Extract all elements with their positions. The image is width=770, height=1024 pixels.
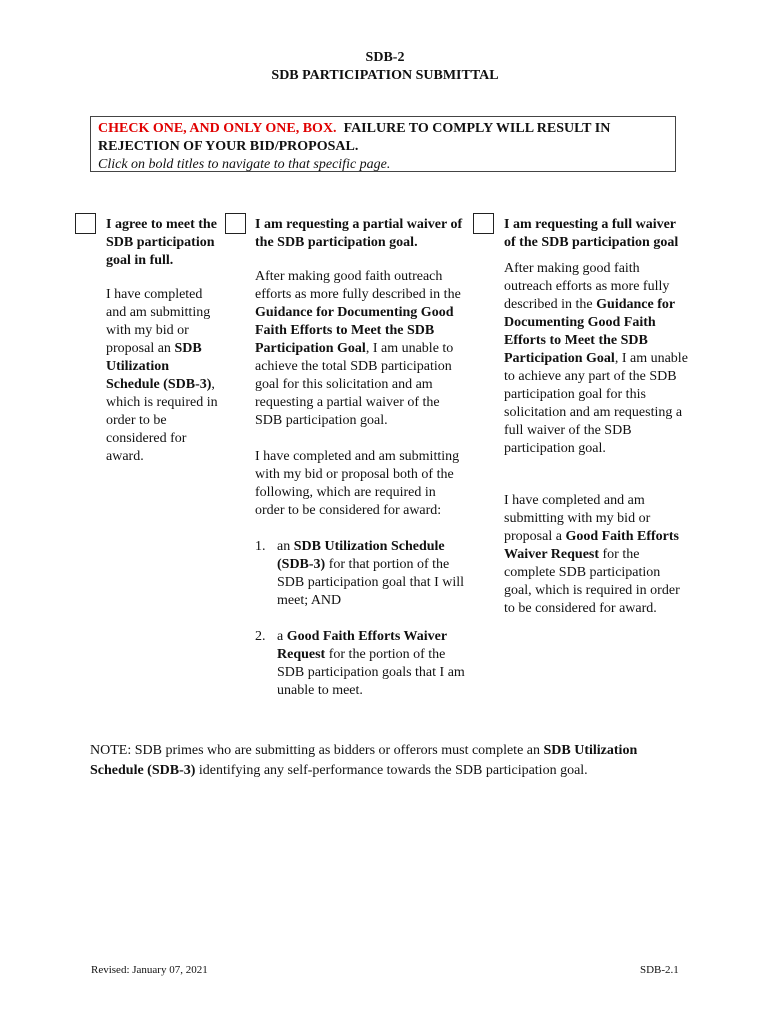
option-partial-waiver bbox=[255, 216, 467, 700]
option-full-waiver-p1: After making good faith outreach efforts as more fully described in the Guidance for Documenting Good Faith Efforts to Meet the SDB Participation Goal, I am unable to achieve any part of the SDB participation goal for this solicitation and am requesting a full waiver of the SDB participation goal. bbox=[504, 261, 688, 456]
link-sdb-utilization-schedule[interactable]: SDB Utilization Schedule (SDB-3) bbox=[106, 341, 212, 392]
notice-box bbox=[90, 116, 676, 172]
footer-revised: Revised: January 07, 2021 bbox=[91, 964, 208, 976]
list-item: 1. an SDB Utilization Schedule (SDB-3) for that portion of the SDB participation goal that I will meet; AND bbox=[255, 539, 465, 608]
list-item: 2. a Good Faith Efforts Waiver Request for the portion of the SDB participation goals that I am unable to meet. bbox=[255, 629, 465, 698]
link-guidance-good-faith[interactable]: Guidance for Documenting Good Faith Efforts to Meet the SDB Participation Goal bbox=[255, 305, 454, 356]
link-sdb-utilization-schedule[interactable]: SDB Utilization Schedule (SDB-3) bbox=[277, 539, 445, 572]
notice-warning: CHECK ONE, AND ONLY ONE, BOX. bbox=[98, 121, 337, 136]
link-good-faith-waiver-request[interactable]: Good Faith Efforts Waiver Request bbox=[277, 629, 447, 662]
option-full-waiver bbox=[504, 216, 690, 618]
option-full-waiver-heading[interactable]: I am requesting a full waiver of the SDB participation goal bbox=[504, 217, 679, 250]
link-guidance-good-faith[interactable]: Guidance for Documenting Good Faith Efforts to Meet the SDB Participation Goal bbox=[504, 297, 675, 366]
checkbox-full-waiver[interactable] bbox=[473, 213, 494, 234]
option-agree-full-heading[interactable]: I agree to meet the SDB participation goal in full. bbox=[106, 217, 217, 268]
checkbox-agree-full[interactable] bbox=[75, 213, 96, 234]
form-number: SDB-2 bbox=[365, 50, 405, 65]
option-partial-waiver-heading[interactable]: I am requesting a partial waiver of the SDB participation goal. bbox=[255, 217, 463, 250]
checkbox-partial-waiver[interactable] bbox=[225, 213, 246, 234]
note-text: NOTE: SDB primes who are submitting as bidders or offerors must complete an SDB Utilization Schedule (SDB-3) identifying any self-performance towards the SDB participation goal. bbox=[90, 743, 638, 778]
partial-waiver-requirements-list bbox=[255, 538, 467, 700]
option-agree-full bbox=[106, 216, 226, 466]
option-partial-waiver-p1: After making good faith outreach efforts as more fully described in the Guidance for Documenting Good Faith Efforts to Meet the SDB Participation Goal, I am unable to achieve the total SDB participation goal for this solicitation and am requesting a partial waiver of the SDB participation goal. bbox=[255, 269, 461, 428]
link-good-faith-waiver-request[interactable]: Good Faith Efforts Waiver Request bbox=[504, 529, 679, 562]
footer-page-id: SDB-2.1 bbox=[640, 964, 679, 976]
notice-instruction: Click on bold titles to navigate to that specific page. bbox=[98, 157, 391, 172]
page-title: SDB PARTICIPATION SUBMITTAL bbox=[271, 68, 499, 83]
link-sdb-utilization-schedule[interactable]: SDB Utilization Schedule (SDB-3) bbox=[90, 743, 638, 778]
option-partial-waiver-p2: I have completed and am submitting with my bid or proposal both of the following, which are required in order to be considered for award: bbox=[255, 449, 460, 518]
option-full-waiver-p2: I have completed and am submitting with my bid or proposal a Good Faith Efforts Waiver Request for the complete SDB participation goal, which is required in order to be considered for award. bbox=[504, 493, 680, 616]
notice-failure-text: FAILURE TO COMPLY WILL RESULT IN REJECTION OF YOUR BID/PROPOSAL. bbox=[98, 121, 611, 154]
option-agree-full-body: I have completed and am submitting with my bid or proposal an SDB Utilization Schedule (SDB-3), which is required in order to be considered for award. bbox=[106, 287, 218, 464]
